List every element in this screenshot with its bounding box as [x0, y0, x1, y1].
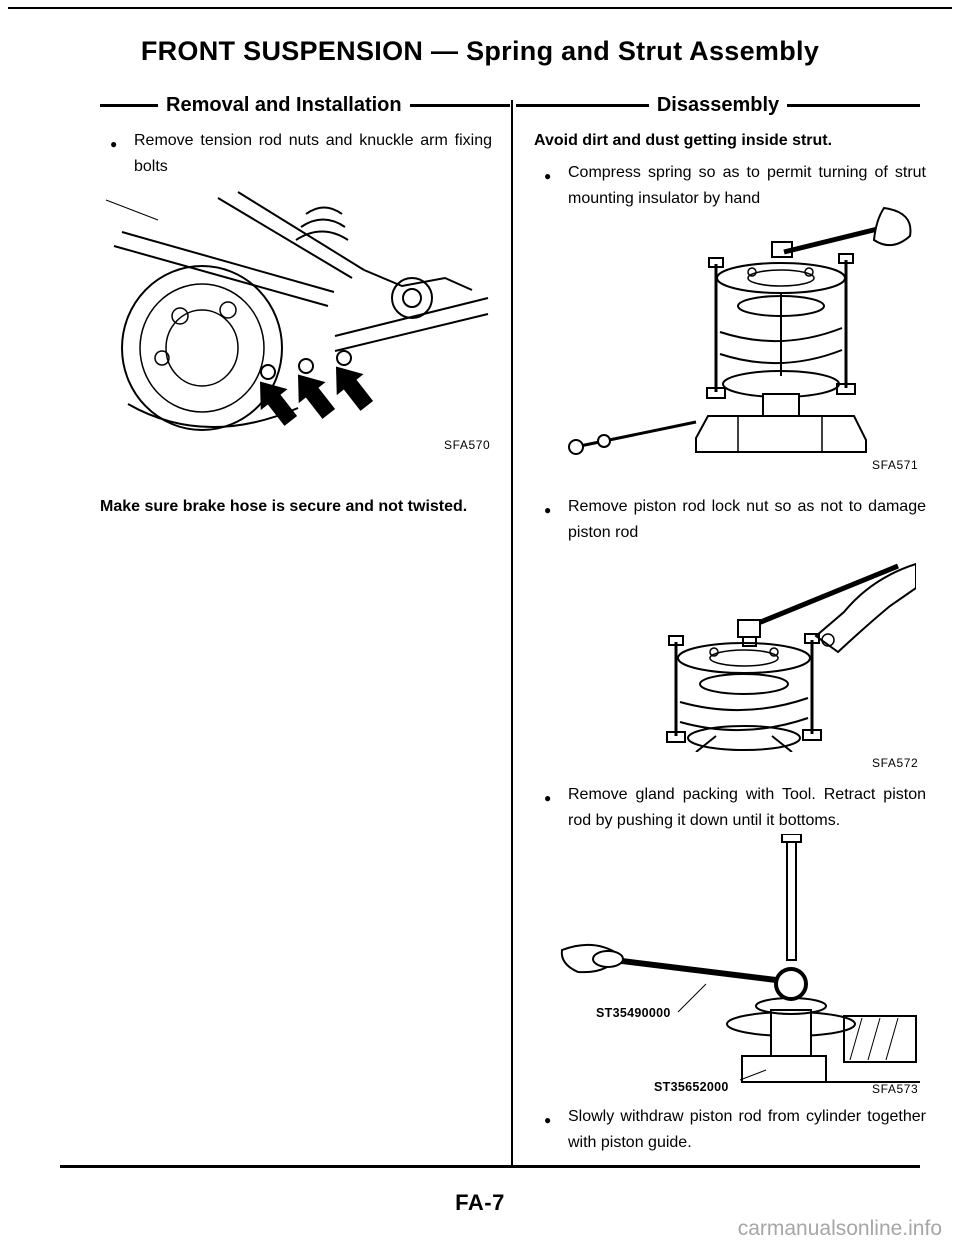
step-text: Remove piston rod lock nut so as not to damage piston rod — [568, 498, 926, 541]
header-rule-left — [100, 104, 158, 107]
gland-packing-tool-drawing — [544, 834, 920, 1084]
tool-code-st35652000: ST35652000 — [654, 1080, 729, 1094]
step-remove-gland-packing — [534, 782, 926, 834]
figure-remove-lock-nut — [546, 540, 916, 752]
step-text: Slowly withdraw piston rod from cylinder together with piston guide. — [568, 1108, 926, 1151]
section-header-label: Removal and Installation — [166, 94, 402, 116]
figure-gland-packing — [544, 834, 920, 1084]
step-withdraw-piston-rod — [534, 1104, 926, 1156]
figure-code-sfa573: SFA573 — [872, 1082, 919, 1096]
step-text: Compress spring so as to permit turning of strut mounting insulator by hand — [568, 164, 926, 207]
figure-spring-compress — [546, 200, 916, 455]
top-rule — [8, 7, 952, 9]
spring-compressor-drawing — [546, 200, 916, 455]
page-title: FRONT SUSPENSION — Spring and Strut Assembly — [140, 36, 820, 66]
bullet-icon: ● — [544, 791, 552, 805]
note-brake-hose: Make sure brake hose is secure and not twisted. — [100, 498, 468, 515]
header-rule-right — [787, 104, 920, 107]
suspension-drawing — [100, 186, 490, 442]
step-text: Remove tension rod nuts and knuckle arm fixing bolts — [134, 132, 492, 175]
section-header-label: Disassembly — [656, 94, 780, 116]
step-remove-lock-nut — [534, 494, 926, 546]
section-header-disassembly — [516, 94, 920, 117]
watermark: carmanualsonline.info — [737, 1217, 942, 1240]
bullet-icon: ● — [544, 503, 552, 517]
section-header-removal-installation — [100, 94, 510, 117]
footer-rule — [60, 1165, 920, 1168]
caution-dirt-dust: Avoid dirt and dust getting inside strut. — [534, 132, 833, 149]
bullet-icon: ● — [544, 169, 552, 183]
figure-code-sfa571: SFA571 — [872, 458, 919, 472]
bullet-icon: ● — [110, 137, 118, 151]
header-rule-right — [410, 104, 510, 107]
step-remove-tension-rod — [100, 128, 492, 180]
figure-code-sfa570: SFA570 — [444, 438, 491, 452]
column-divider — [511, 100, 513, 1168]
tool-code-st35490000: ST35490000 — [596, 1006, 671, 1020]
figure-suspension-removal — [100, 186, 490, 442]
lock-nut-wrench-drawing — [546, 540, 916, 752]
figure-code-sfa572: SFA572 — [872, 756, 919, 770]
page-number: FA-7 — [455, 1190, 505, 1215]
step-text: Remove gland packing with Tool. Retract piston rod by pushing it down until it bottoms. — [568, 786, 926, 829]
bullet-icon: ● — [544, 1113, 552, 1127]
header-rule-left — [516, 104, 649, 107]
